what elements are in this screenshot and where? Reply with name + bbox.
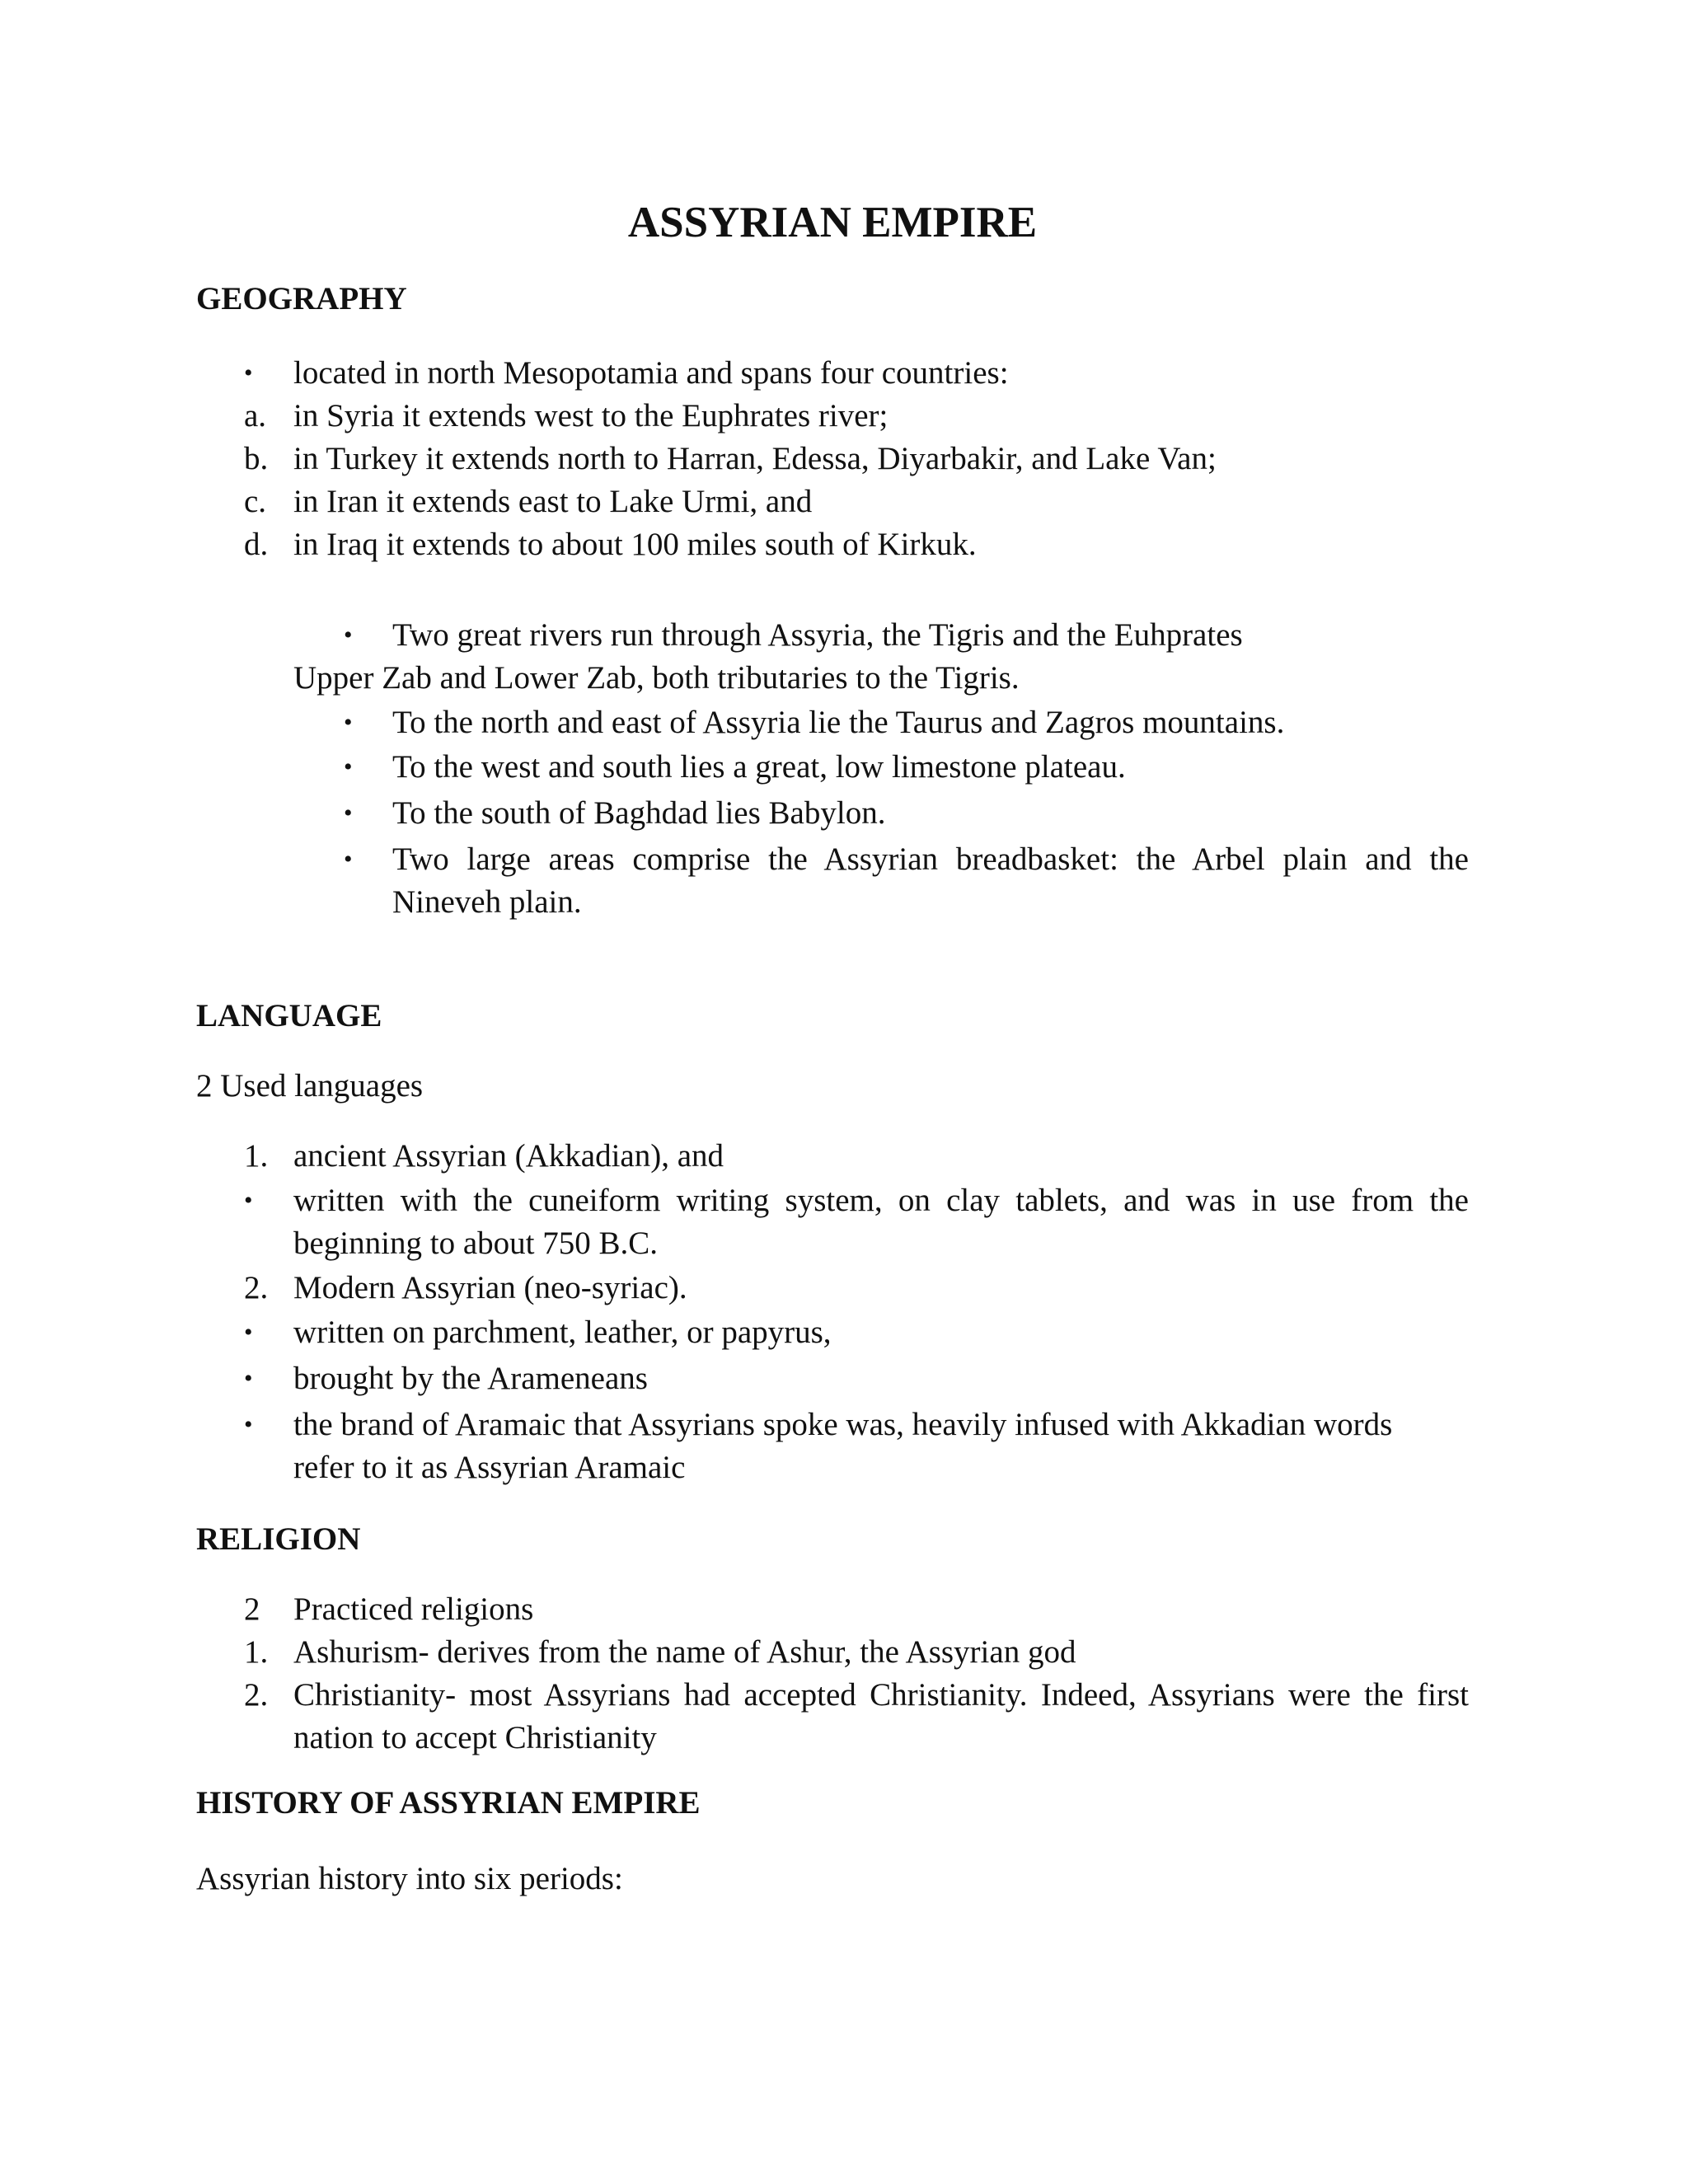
list-item-marker: 2. bbox=[244, 1270, 269, 1305]
list-item-text: in Iraq it extends to about 100 miles south of Kirkuk. bbox=[293, 527, 977, 562]
list-item-text: To the north and east of Assyria lie the Taurus and Zagros mountains. bbox=[392, 705, 1285, 740]
bullet-marker: • bbox=[344, 753, 353, 780]
list-item-text: Two great rivers run through Assyria, the Tigris and the Euhprates bbox=[392, 617, 1243, 653]
list-item-text: To the south of Baghdad lies Babylon. bbox=[392, 795, 886, 831]
list-item-marker: 2 bbox=[244, 1591, 260, 1627]
bullet-marker: • bbox=[244, 1319, 253, 1346]
section-heading-history: HISTORY OF ASSYRIAN EMPIRE bbox=[196, 1785, 701, 1821]
list-item-marker: a. bbox=[244, 398, 267, 434]
section-heading-religion: RELIGION bbox=[196, 1521, 361, 1557]
list-item-marker: b. bbox=[244, 441, 269, 476]
bullet-marker: • bbox=[244, 1187, 253, 1214]
page-title: ASSYRIAN EMPIRE bbox=[627, 199, 1038, 246]
list-item-text: Ashurism- derives from the name of Ashur, the Assyrian god bbox=[293, 1634, 1076, 1670]
list-item-text: the brand of Aramaic that Assyrians spoke was, heavily infused with Akkadian words bbox=[293, 1407, 1393, 1442]
list-item-text: brought by the Arameneans bbox=[293, 1361, 648, 1396]
list-item-text: written on parchment, leather, or papyrus, bbox=[293, 1315, 832, 1350]
list-item-text: written with the cuneiform writing system, on clay tablets, and was in use from the beginning to about 750 B.C. bbox=[293, 1183, 1469, 1261]
bullet-marker: • bbox=[244, 1411, 253, 1438]
list-item-text: Modern Assyrian (neo-syriac). bbox=[293, 1270, 687, 1305]
list-item-text: To the west and south lies a great, low limestone plateau. bbox=[392, 749, 1126, 785]
list-item-continuation: Upper Zab and Lower Zab, both tributaries to the Tigris. bbox=[293, 660, 1020, 696]
list-item-text: ancient Assyrian (Akkadian), and bbox=[293, 1138, 724, 1174]
list-item-marker: 2. bbox=[244, 1677, 269, 1713]
list-item-marker: c. bbox=[244, 484, 267, 519]
list-item-marker: 1. bbox=[244, 1138, 269, 1174]
section-heading-geography: GEOGRAPHY bbox=[196, 281, 407, 316]
list-item-text: Two large areas comprise the Assyrian breadbasket: the Arbel plain and the Nineveh plain. bbox=[392, 841, 1469, 920]
list-item-continuation: refer to it as Assyrian Aramaic bbox=[293, 1450, 686, 1485]
list-item-marker: d. bbox=[244, 527, 269, 562]
bullet-marker: • bbox=[244, 359, 253, 387]
bullet-marker: • bbox=[344, 621, 353, 649]
bullet-marker: • bbox=[244, 1365, 253, 1392]
list-item-text: Christianity- most Assyrians had accepted Christianity. Indeed, Assyrians were the first nation to accept Christianity bbox=[293, 1677, 1469, 1755]
list-item-text: in Iran it extends east to Lake Urmi, and bbox=[293, 484, 813, 519]
section-heading-language: LANGUAGE bbox=[196, 998, 382, 1033]
list-item-text: located in north Mesopotamia and spans four countries: bbox=[293, 355, 1009, 391]
list-item-text: Practiced religions bbox=[293, 1591, 534, 1627]
list-item-text: in Turkey it extends north to Harran, Edessa, Diyarbakir, and Lake Van; bbox=[293, 441, 1217, 476]
bullet-marker: • bbox=[344, 846, 353, 873]
section-intro: Assyrian history into six periods: bbox=[196, 1861, 623, 1896]
bullet-marker: • bbox=[344, 799, 353, 827]
list-item-marker: 1. bbox=[244, 1634, 269, 1670]
list-item-text: in Syria it extends west to the Euphrates river; bbox=[293, 398, 889, 434]
bullet-marker: • bbox=[344, 709, 353, 736]
section-intro: 2 Used languages bbox=[196, 1068, 424, 1104]
